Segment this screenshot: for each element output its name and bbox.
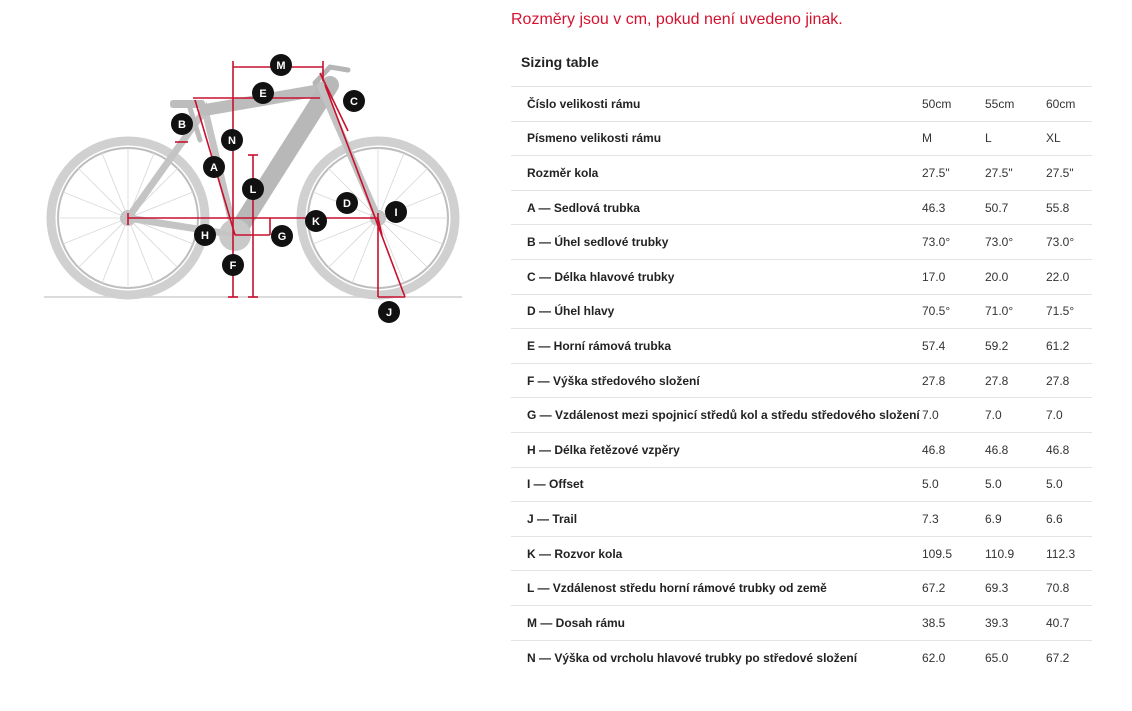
row-label: Rozměr kola [527, 165, 599, 180]
size-value: 71.5° [1046, 304, 1075, 319]
svg-text:K: K [312, 216, 320, 228]
row-label: N — Výška od vrcholu hlavové trubky po středové složení [527, 650, 858, 665]
table-row [511, 156, 1092, 191]
size-value: 55cm [985, 96, 1015, 111]
size-value: 27.5" [985, 165, 1013, 180]
badge-b [171, 113, 193, 135]
size-value: L [985, 131, 992, 146]
table-row [511, 87, 1092, 122]
row-label: E — Horní rámová trubka [527, 338, 672, 353]
row-label: I — Offset [527, 477, 584, 492]
size-value: 65.0 [985, 650, 1009, 665]
table-row [511, 363, 1092, 398]
size-value: 112.3 [1046, 546, 1076, 561]
row-label: Písmeno velikosti rámu [527, 131, 662, 146]
size-value: 109.5 [922, 546, 953, 561]
size-value: 73.0° [985, 235, 1014, 250]
size-value: 67.2 [922, 581, 946, 596]
size-value: 60cm [1046, 96, 1076, 111]
size-value: 57.4 [922, 338, 946, 353]
size-value: 50cm [922, 96, 952, 111]
size-value: 110.9 [985, 546, 1015, 561]
size-value: 55.8 [1046, 200, 1070, 215]
units-notice: Rozměry jsou v cm, pokud není uvedeno jinak. [511, 11, 843, 28]
size-value: 67.2 [1046, 650, 1070, 665]
size-value: 20.0 [985, 269, 1009, 284]
badge-n [221, 129, 243, 151]
row-label: L — Vzdálenost středu horní rámové trubky od země [527, 581, 827, 596]
svg-text:G: G [277, 231, 287, 243]
row-label: J — Trail [527, 511, 578, 526]
table-row [511, 571, 1092, 606]
svg-text:N: N [228, 135, 236, 147]
size-value: 59.2 [985, 338, 1009, 353]
size-value: 73.0° [1046, 235, 1075, 250]
size-value: 6.6 [1046, 511, 1063, 526]
table-row [511, 121, 1092, 156]
size-value: 69.3 [985, 581, 1009, 596]
size-value: 27.8 [922, 373, 946, 388]
badge-m [270, 54, 292, 76]
table-row [511, 225, 1092, 260]
size-value: 70.8 [1046, 581, 1070, 596]
table-row [511, 398, 1092, 433]
size-value: 5.0 [922, 477, 939, 492]
size-value: 46.8 [985, 442, 1009, 457]
svg-text:E: E [259, 88, 267, 100]
table-row [511, 259, 1092, 294]
table-row [511, 502, 1092, 537]
size-value: 40.7 [1046, 615, 1070, 630]
badge-e [252, 82, 274, 104]
row-label: B — Úhel sedlové trubky [527, 235, 669, 250]
size-value: 27.5" [1046, 165, 1074, 180]
sizing-table-title: Sizing table [521, 54, 599, 70]
table-row [511, 329, 1092, 364]
size-value: 71.0° [985, 304, 1014, 319]
svg-text:L: L [249, 184, 257, 196]
svg-text:A: A [210, 162, 218, 174]
bike-geometry-diagram [30, 45, 480, 345]
size-value: 27.8 [985, 373, 1009, 388]
size-value: 46.3 [922, 200, 946, 215]
size-value: 38.5 [922, 615, 946, 630]
row-label: K — Rozvor kola [527, 546, 623, 561]
svg-text:J: J [385, 307, 393, 319]
size-value: 61.2 [1046, 338, 1070, 353]
size-value: 46.8 [1046, 442, 1070, 457]
row-label: C — Délka hlavové trubky [527, 269, 675, 284]
table-row [511, 640, 1092, 675]
row-label: Číslo velikosti rámu [527, 96, 641, 111]
size-value: 7.0 [1046, 408, 1063, 423]
table-row [511, 432, 1092, 467]
svg-text:C: C [350, 96, 358, 108]
svg-text:H: H [201, 230, 209, 242]
badge-k [305, 210, 327, 232]
row-label: G — Vzdálenost mezi spojnicí středů kol a středu středového složení [527, 408, 920, 423]
badge-i [385, 201, 407, 223]
size-value: 62.0 [922, 650, 946, 665]
table-row [511, 605, 1092, 640]
size-value: 6.9 [985, 511, 1002, 526]
size-value: 50.7 [985, 200, 1009, 215]
row-label: M — Dosah rámu [527, 615, 626, 630]
badge-d [336, 192, 358, 214]
size-value: 22.0 [1046, 269, 1070, 284]
size-value: 46.8 [922, 442, 946, 457]
size-value: 17.0 [922, 269, 946, 284]
row-label: F — Výška středového složení [527, 373, 700, 388]
row-label: A — Sedlová trubka [527, 200, 640, 215]
table-row [511, 467, 1092, 502]
size-value: 7.3 [922, 511, 939, 526]
size-value: 73.0° [922, 235, 951, 250]
badge-h [194, 224, 216, 246]
svg-text:B: B [178, 119, 186, 131]
size-value: 70.5° [922, 304, 951, 319]
svg-text:I: I [394, 207, 398, 219]
badge-j [378, 301, 400, 323]
badge-g [271, 225, 293, 247]
svg-text:F: F [229, 260, 237, 272]
sizing-table [511, 86, 1092, 675]
table-row [511, 190, 1092, 225]
size-value: 39.3 [985, 615, 1009, 630]
size-value: 5.0 [985, 477, 1002, 492]
badge-l [242, 178, 264, 200]
table-row [511, 536, 1092, 571]
size-value: 5.0 [1046, 477, 1063, 492]
size-value: 27.5" [922, 165, 950, 180]
row-label: D — Úhel hlavy [527, 304, 615, 319]
badge-a [203, 156, 225, 178]
size-value: M [922, 131, 932, 146]
svg-text:M: M [276, 60, 286, 72]
table-row [511, 294, 1092, 329]
size-value: 7.0 [985, 408, 1002, 423]
row-label: H — Délka řetězové vzpěry [527, 442, 680, 457]
size-value: 27.8 [1046, 373, 1070, 388]
badge-f [222, 254, 244, 276]
badge-c [343, 90, 365, 112]
size-value: 7.0 [922, 408, 939, 423]
svg-text:D: D [343, 198, 351, 210]
size-value: XL [1046, 131, 1061, 146]
